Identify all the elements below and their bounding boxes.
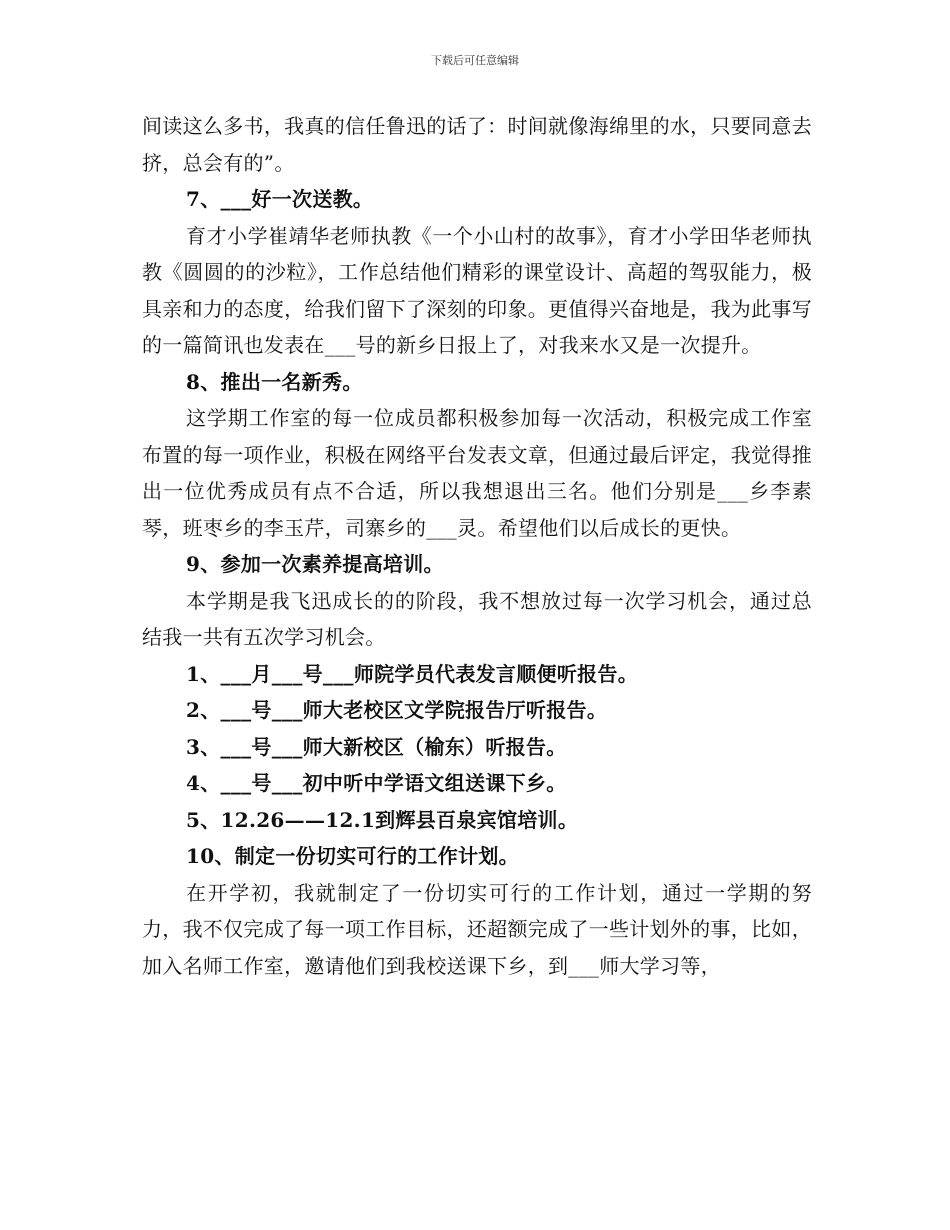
section-heading-9: 9、参加一次素养提高培训。 (186, 552, 444, 576)
section-heading-7: 7、___好一次送教。 (186, 187, 374, 211)
list-item-1: 1、___月___号___师院学员代表发言顺便听报告。 (186, 661, 639, 686)
list-item-4: 4、___号___初中听中学语文组送课下乡。 (186, 771, 567, 795)
paragraph-7: 育才小学崔靖华老师执教《一个小山村的故事》，育才小学田华老师执教《圆圆的的沙粒》，工作总结他们精彩的课堂设计、高超的驾驭能力，极具亲和力的态度，给我们留下了深刻的印象。更值得兴奋地是，我为此事写的一篇简讯也发表在___号的新乡日报上了，对我来水又是一次提升。 (142, 223, 812, 357)
paragraph-9: 本学期是我飞迅成长的的阶段，我不想放过每一次学习机会，通过总结我一共有五次学习机会。 (142, 588, 812, 649)
document-body (142, 108, 812, 984)
list-item-3: 3、___号___师大新校区（榆东）听报告。 (186, 734, 567, 759)
paragraph-8: 这学期工作室的每一位成员都积极参加每一次活动，积极完成工作室布置的每一项作业，积极在网络平台发表文章，但通过最后评定，我觉得推出一位优秀成员有点不合适，所以我想退出三名。他们分别是___乡李素琴，班枣乡的李玉芹，司寨乡的___灵。希望他们以后成长的更快。 (142, 406, 812, 540)
list-item-5: 5、12.26——12.1到辉县百泉宾馆培训。 (186, 807, 579, 832)
page-header: 下载后可任意编辑 (431, 54, 519, 67)
paragraph-10: 在开学初，我就制定了一份切实可行的工作计划，通过一学期的努力，我不仅完成了每一项工作目标，还超额完成了一些计划外的事，比如，加入名师工作室，邀请他们到我校送课下乡，到___师大学习等， (142, 880, 812, 978)
list-item-2: 2、___号___师大老校区文学院报告厅听报告。 (186, 698, 608, 722)
section-heading-8: 8、推出一名新秀。 (186, 369, 363, 394)
section-heading-10: 10、制定一份切实可行的工作计划。 (186, 844, 519, 868)
paragraph-continuation: 间读这么多书，我真的信任鲁迅的话了：时间就像海绵里的水，只要同意去挤，总会有的”。 (142, 114, 812, 175)
